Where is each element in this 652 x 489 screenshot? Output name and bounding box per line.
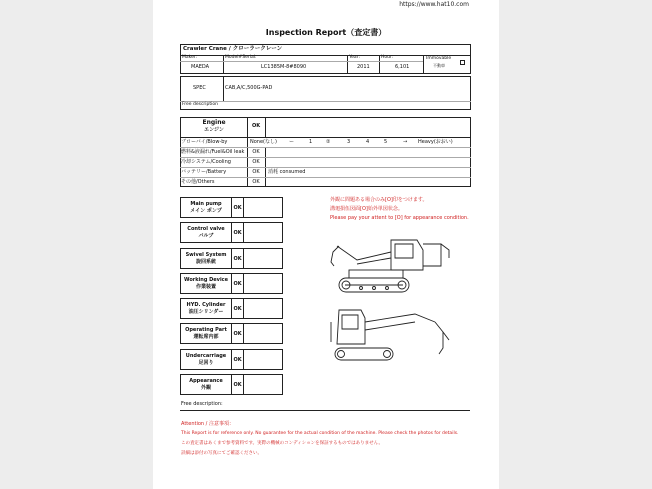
blowby-4: 4	[366, 139, 370, 145]
diagram-note-line1: 外観に問題ある場合のみ[O]印をつけます。	[330, 197, 428, 203]
component-name-jp: メイン ポンプ	[190, 207, 222, 214]
maker-label: Maker:	[182, 55, 198, 60]
component-undercarriage	[180, 349, 283, 370]
component-operating-part	[180, 323, 283, 344]
report-title: Inspection Report（査定書）	[265, 28, 387, 37]
component-name: Control valve	[187, 226, 225, 232]
blowby-2-selected: ②	[326, 139, 331, 145]
model-value: LC1385M-8#8090	[261, 64, 307, 70]
blowby-arrow: →	[403, 139, 408, 145]
component-name-jp: バルブ	[198, 232, 214, 239]
year-label: Year:	[349, 55, 360, 60]
component-swivel-system	[180, 248, 283, 269]
component-status: OK	[231, 198, 244, 217]
fuel-leak-status: OK	[252, 149, 260, 155]
maker-value: MAEDA	[191, 64, 210, 70]
diagram-note-line2: 溝廻損伍図面[O]始外単図状念。	[330, 206, 403, 212]
blowby-label: ブローバイ/Blow-by	[181, 139, 228, 145]
component-status: OK	[231, 274, 244, 293]
component-status: OK	[231, 324, 244, 343]
blowby-dash: ー	[289, 139, 295, 145]
component-hyd-cylinder	[180, 298, 283, 319]
blowby-1: 1	[309, 139, 313, 145]
others-label: その他/Others	[181, 179, 215, 185]
free-description2-label: Free description:	[181, 401, 223, 407]
component-name-jp: 作業装置	[195, 283, 216, 290]
hour-value: 6,101	[395, 64, 410, 70]
hour-label: Hour:	[381, 55, 394, 60]
engine-name-jp: エンジン	[204, 127, 224, 133]
fuel-leak-label: 燃料&液漏れ/Fuel&Oil leak	[181, 149, 245, 155]
attention-line3: 詳細は添付の写真にてご確認ください。	[181, 451, 262, 456]
immovable-label-jp: 不動車	[433, 63, 445, 68]
component-appearance	[180, 374, 283, 395]
site-url: https://www.hat10.com	[399, 1, 469, 8]
year-value: 2011	[357, 64, 370, 70]
attention-line2: この査定書はあくまで参考資料です。実際の機械のコンディションを保証するものではありません。	[181, 441, 383, 446]
component-status: OK	[231, 350, 244, 369]
others-status: OK	[252, 179, 260, 185]
cooling-label: 冷却システム/Cooling	[181, 159, 231, 165]
blowby-5: 5	[384, 139, 388, 145]
component-name-jp: 足回り	[198, 359, 214, 366]
component-name-jp: 外観	[200, 384, 211, 391]
component-control-valve	[180, 222, 283, 243]
component-name-jp: 油圧シリンダー	[188, 308, 224, 315]
component-name: Working Device	[183, 277, 229, 283]
engine-name: Engine	[202, 119, 226, 126]
component-name: Operating Part	[185, 327, 227, 333]
attention-heading: Attention / 注意事項：	[181, 421, 234, 427]
engine-status: OK	[251, 123, 261, 129]
component-main-pump	[180, 197, 283, 218]
crane-side-view-illustration	[329, 232, 455, 296]
immovable-checkbox[interactable]	[460, 60, 465, 65]
component-name: Undercarriage	[185, 353, 227, 359]
component-name: HYD. Cylinder	[186, 302, 226, 308]
blowby-3: 3	[347, 139, 351, 145]
component-name: Main pump	[190, 201, 222, 207]
component-working-device	[180, 273, 283, 294]
attention-line1: This Report is for reference only. No guarantee for the actual condition of the machine. Please check the photos for details.	[181, 431, 459, 436]
battery-label: バッテリー/Battery	[181, 169, 227, 175]
diagram-note-line3: Please pay your attent to [O] for appearance condition.	[330, 215, 469, 221]
spec-label: SPEC	[193, 85, 206, 91]
crane-rear-view-illustration	[329, 302, 455, 368]
component-name-jp: 運転席内部	[193, 333, 219, 340]
component-status: OK	[231, 375, 244, 394]
battery-status: OK	[252, 169, 260, 175]
battery-note: 消耗 consumed	[268, 169, 306, 175]
component-status: OK	[231, 223, 244, 242]
blowby-heavy: Heavy(おおい)	[418, 139, 453, 145]
component-name-jp: 旋回系統	[195, 258, 216, 265]
component-name: Appearance	[189, 378, 223, 384]
cooling-status: OK	[252, 159, 260, 165]
immovable-label: Immovable	[426, 56, 452, 61]
component-status: OK	[231, 299, 244, 318]
model-label: Model#Serial:	[225, 55, 257, 60]
free-description-label: Free description	[182, 102, 218, 107]
component-name: Swivel System	[185, 252, 227, 258]
blowby-none: None(なし)	[250, 139, 277, 145]
report-page	[153, 0, 499, 489]
spec-value: CAB,A/C,500G-PAD	[225, 85, 273, 91]
machine-category: Crawler Crane / クローラークレーン	[183, 46, 283, 52]
component-status: OK	[231, 249, 244, 268]
